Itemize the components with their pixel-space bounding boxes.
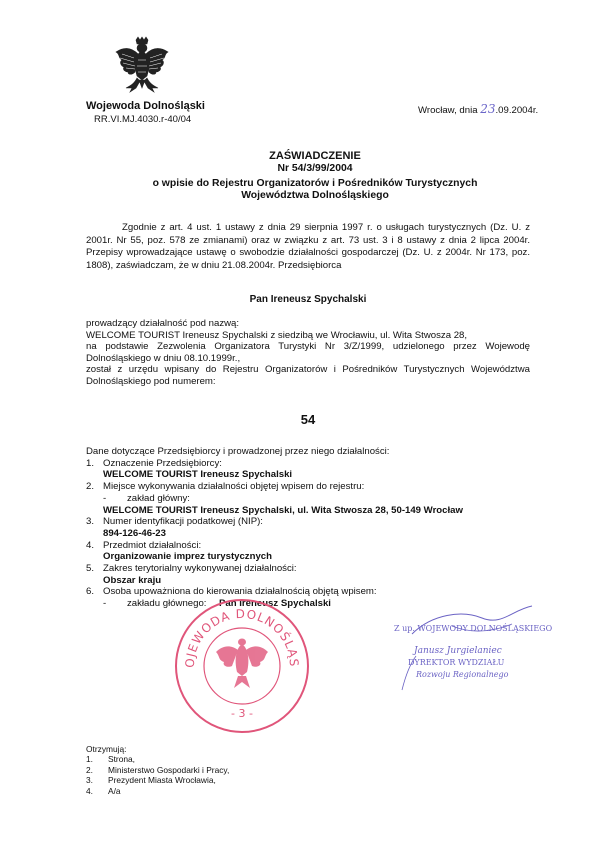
list-item-value: WELCOME TOURIST Ireneusz Spychalski, ul. Wita Stwosza 28, 50-149 Wrocław: [103, 504, 463, 516]
list-item: 2. Miejsce wykonywania działalności objętej wpisem do rejestru:: [86, 481, 365, 493]
title-line-1: ZAŚWIADCZENIE: [269, 150, 361, 162]
seal-number: - 3 -: [231, 707, 253, 720]
eagle-emblem-icon: [114, 36, 170, 94]
list-item: 5. Zakres terytorialny wykonywanej działalności:: [86, 563, 297, 575]
official-seal-stamp: [172, 596, 312, 736]
details-intro: Dane dotyczące Przedsiębiorcy i prowadzonej przez niego działalności:: [86, 446, 390, 457]
details-list: [86, 446, 546, 610]
list-sub-item: - zakład główny:: [103, 492, 190, 504]
issuer-name: Wojewoda Dolnośląski: [86, 100, 205, 112]
date-prefix: Wrocław, dnia: [418, 105, 481, 116]
list-item: 1. Oznaczenie Przedsiębiorcy:: [86, 457, 222, 469]
recipients-list: [86, 744, 229, 796]
legal-basis-paragraph: Zgodnie z art. 4 ust. 1 ustawy z dnia 29 sierpnia 1997 r. o usługach turystycznych (Dz. U. z 2001r. Nr 55, poz. 578 ze zmianami) oraz w związku z art. 73 ust. 3 i 8 ustawy z dnia 2 lipca 2004r. Przepisy wprowadzające ustawę o swobodzie działalności gospodarczej (Dz. U. z 2004r. Nr 173, poz. 1808), zaświadczam, że w dniu 21.08.2004r. Przedsiębiorca: [86, 222, 530, 271]
signature-line-1: Z up. WOJEWODY DOLNOŚLĄSKIEGO: [394, 624, 553, 633]
list-item: 3. Numer identyfikacji podatkowej (NIP):: [86, 516, 263, 528]
title-line-3: o wpisie do Rejestru Organizatorów i Pośredników Turystycznych: [152, 178, 478, 189]
issuer-block: [86, 100, 226, 125]
list-item: 6. Osoba upoważniona do kierowania działalnością objętą wpisem:: [86, 586, 377, 598]
date-suffix: .09.2004r.: [495, 105, 539, 116]
body-line: na podstawie Zezwolenia Organizatora Turystyki Nr 3/Z/1999, udzielonego przez Wojewodę Dolnośląskiego w dniu 08.10.1999r.,: [86, 341, 530, 364]
list-item: 4. A/a: [86, 785, 121, 796]
date-line: [418, 102, 538, 116]
signer-department: Rozwoju Regionalnego: [416, 670, 509, 679]
signer-title: DYREKTOR WYDZIAŁU: [408, 658, 505, 667]
list-item-value: Organizowanie imprez turystycznych: [103, 551, 273, 563]
list-item-value: WELCOME TOURIST Ireneusz Spychalski: [103, 469, 293, 481]
body-line: został z urzędu wpisany do Rejestru Organizatorów i Pośredników Turystycznych Województwa Dolnośląskiego pod numerem:: [86, 364, 530, 387]
recipients-heading: Otrzymują:: [86, 744, 127, 754]
reference-number: RR.VI.MJ.4030.r-40/04: [94, 114, 192, 125]
holder-name: Pan Ireneusz Spychalski: [249, 294, 367, 305]
list-item: 4. Przedmiot działalności:: [86, 539, 202, 551]
body-line: prowadzący działalność pod nazwą:: [86, 318, 240, 329]
list-item-value: Obszar kraju: [103, 574, 162, 586]
signer-name: Janusz Jurgielaniec: [414, 646, 502, 656]
body-line: WELCOME TOURIST Ireneusz Spychalski z siedzibą we Wrocławiu, ul. Wita Stwosza 28,: [86, 329, 468, 341]
handwritten-day: 23: [480, 102, 496, 116]
title-line-4: Województwa Dolnośląskiego: [241, 190, 389, 201]
seal-text: OJEWODA DOLNOŚLĄS: [182, 606, 302, 669]
register-number: 54: [300, 412, 316, 427]
title-line-2: Nr 54/3/99/2004: [277, 163, 353, 174]
list-item: 2. Ministerstwo Gospodarki i Pracy,: [86, 764, 230, 775]
list-item-value: 894-126-46-23: [103, 527, 166, 539]
signature-stamp: [392, 604, 553, 700]
list-sub-item: - zakładu głównego: Pan Ireneusz Spychalski: [103, 598, 331, 610]
list-item: 1. Strona,: [86, 754, 136, 765]
list-item: 3. Prezydent Miasta Wrocławia,: [86, 775, 216, 786]
document-title: [100, 150, 530, 201]
business-paragraph: [86, 318, 530, 388]
